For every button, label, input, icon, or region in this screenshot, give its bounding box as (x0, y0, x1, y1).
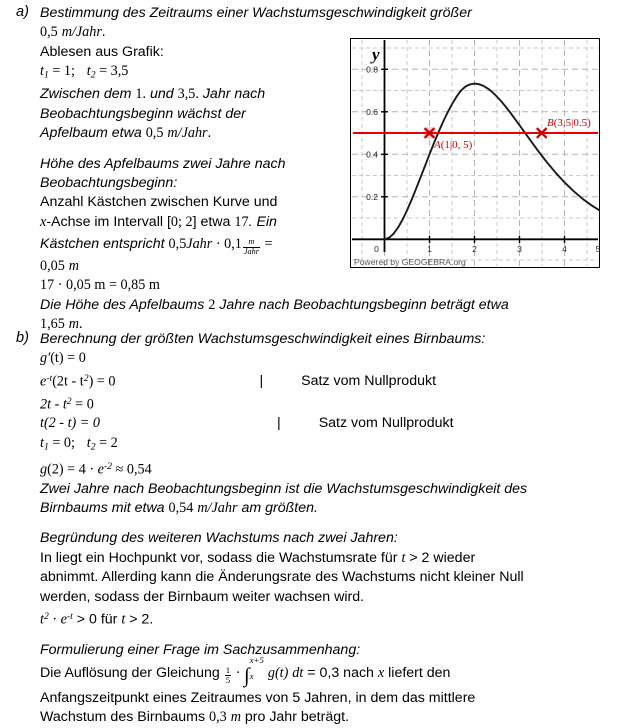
section-a (8, 4, 618, 334)
point-b-label: B(3,5|0.5) (547, 117, 591, 129)
unit-jahr: Jahr (186, 236, 213, 253)
line-a6: Beobachtungsbeginn wächst der (40, 105, 246, 122)
line-b5 (40, 549, 618, 568)
period-2: . (207, 125, 212, 142)
frag-a5a: Zwischen dem (40, 86, 136, 103)
spacer-a1 (40, 144, 618, 155)
frag-eq2-tail: ) = 0 (88, 373, 116, 390)
frag-a5c: Jahr nach (198, 86, 266, 103)
differential-dt: dt (292, 665, 304, 682)
integral-arg: (t) (274, 665, 289, 682)
frag-b12b: pro Jahr beträgt. (240, 709, 349, 726)
unit-m2: m (68, 315, 80, 332)
line-a9: Beobachtungsbeginn: (40, 174, 178, 191)
line-b2: Zwei Jahre nach Beobachtungsbeginn ist die Wachstumsgeschwindigkeit des (40, 480, 528, 497)
sep-bar-1: | (259, 373, 264, 390)
line-a1: Bestimmung des Zeitraums einer Wachstumsgeschwindigkeit größer (40, 5, 472, 21)
unit-m3: m (230, 709, 241, 726)
fn-g-int: g (267, 665, 275, 682)
equals-sign: = (260, 236, 273, 253)
fn-g-prime: g (40, 350, 48, 367)
svg-text:0.6: 0.6 (366, 107, 378, 117)
euler-e: e (40, 373, 47, 390)
frag-a15b: Jahre nach Beobachtungsbeginn beträgt etwa (215, 296, 509, 313)
line-a14: 17 · 0,05 m = 0,85 m (40, 277, 160, 294)
frag-a11c: . Ein (248, 213, 277, 230)
line-b3 (40, 499, 618, 518)
annotation-1: Satz vom Nullprodukt (301, 373, 437, 390)
line-b9: Formulierung einer Frage im Sachzusammenhang: (40, 641, 361, 658)
frag-eq2: (2t - t (52, 373, 84, 390)
line-a3: Ablesen aus Grafik: (40, 43, 164, 60)
num-05: 0,5 (145, 125, 164, 142)
frag-b5a: In liegt ein Hochpunkt vor, sodass die Wachstumsrate für (40, 549, 402, 566)
svg-text:3: 3 (517, 244, 522, 254)
line-b-eq1 (40, 349, 618, 368)
integral-sign: ∫ (244, 664, 250, 687)
frac-one-fifth (225, 666, 231, 685)
section-a-body (40, 4, 618, 334)
integral-lower-limit: x (249, 670, 254, 681)
frag-eq4: t(2 - t) = 0 (40, 415, 101, 432)
frag-eq5-end: = 2 (95, 434, 118, 451)
line-b1: Berechnung der größten Wachstumsgeschwindigkeit eines Birnbaums: (40, 331, 486, 347)
point-a-label: A(1|0, 5) (434, 139, 473, 151)
var-t-b5: t (401, 549, 406, 566)
frag-eq6c: ≈ 0,54 (112, 461, 152, 478)
frac-m-jahr (243, 238, 260, 256)
svg-text:1: 1 (427, 244, 432, 254)
frag-eq3-tail: = 0 (71, 395, 94, 412)
num-35: 3,5. (177, 86, 199, 103)
num-05b: 0,5 (168, 236, 187, 253)
line-a10: Anzahl Kästchen zwischen Kurve und (40, 194, 278, 211)
y-axis-label: y (372, 45, 380, 64)
line-b-eq4 (40, 414, 618, 433)
frag-eq6b: (2) = 4 · (47, 461, 98, 478)
t1-var-b: t (40, 434, 44, 451)
svg-text:0.4: 0.4 (366, 149, 378, 160)
frag-b3a: Birnbaums mit etwa (40, 499, 169, 516)
t1-var: t (40, 63, 44, 80)
t2-var-b: t (86, 434, 91, 451)
num-2b: 2 (208, 296, 216, 313)
frag-eq5-mid: = 0; (48, 434, 75, 451)
frag-b8-tail: > 2. (125, 611, 154, 628)
frag-eq03: = 0,3 nach (303, 665, 378, 682)
t1-sub: 1 (43, 69, 49, 81)
line-b-eq3 (40, 392, 618, 415)
line-a4 (40, 62, 618, 85)
spacer-b1 (40, 518, 618, 529)
line-a12 (40, 232, 618, 257)
euler-e3: e (60, 611, 67, 628)
unit-m-jahr-2: m/Jahr (167, 125, 208, 142)
line-a7 (40, 124, 618, 143)
line-b6: abnimmt. Allerding kann die Änderungsrate des Wachstums nicht kleiner Null (40, 569, 524, 586)
period: . (101, 24, 106, 41)
geogebra-watermark: Powered by GEOGEBRA.org (354, 257, 466, 267)
line-b8 (40, 607, 618, 630)
frag-b10b: liefert den (384, 665, 451, 682)
t2-eq: = 3,5 (95, 63, 129, 80)
mult-dot-b10: · (232, 665, 244, 682)
line-a2 (40, 23, 618, 42)
var-t-b8b: t (121, 611, 126, 628)
t1-eq: = 1; (48, 63, 75, 80)
svg-text:5: 5 (595, 244, 600, 254)
prime-mark: ′ (47, 350, 51, 367)
svg-text:0.8: 0.8 (366, 64, 378, 75)
mult-dot-b8: · (48, 611, 61, 628)
line-a13 (40, 257, 618, 276)
line-b-eq6 (40, 457, 618, 480)
line-b12 (40, 708, 618, 727)
svg-text:4: 4 (562, 244, 567, 254)
line-b-eq5 (40, 434, 618, 457)
frag-a7a: Apfelbaum etwa (40, 125, 146, 142)
section-b-body (40, 330, 618, 728)
num-03: 0,3 (209, 709, 227, 726)
frag-a5b: und (146, 86, 178, 103)
frag-a11b: ] etwa (192, 213, 235, 230)
frag-b5b: > 2 wieder (405, 549, 476, 566)
line-b4: Begründung des weiteren Wachstums nach zwei Jahren: (40, 530, 398, 547)
semicolon: ; (177, 213, 186, 230)
val-05: 0,5 (40, 24, 58, 41)
line-b-eq2 (40, 369, 618, 392)
mult-dot: · (212, 236, 225, 253)
line-b10 (40, 654, 618, 689)
unit-m-jahr: m/Jahr (61, 24, 102, 41)
line-a11 (40, 213, 618, 232)
num-0: 0 (170, 213, 178, 230)
unit-m-jahr-3: m/Jahr (197, 499, 238, 516)
var-x: x (40, 213, 47, 230)
exp-neg-t2: -t (66, 611, 73, 623)
num-165: 1,65 (40, 315, 65, 332)
t1-sub-b: 1 (43, 441, 49, 453)
frag-b3b: am größten. (237, 499, 318, 516)
section-a-marker: a) (16, 4, 29, 20)
line-a8: Höhe des Apfelbaums zwei Jahre nach (40, 155, 286, 172)
fn-g: g (40, 461, 48, 478)
unit-m: m (68, 257, 80, 274)
t2-var: t (86, 63, 91, 80)
line-b7: werden, sodass der Birnbaum weiter wachsen wird. (40, 588, 365, 605)
num-2: 2 (185, 213, 193, 230)
frag-a11a: -Achse im Intervall [ (46, 213, 171, 230)
svg-text:0: 0 (374, 244, 379, 254)
frag-eq1: (t) = 0 (50, 350, 86, 367)
num-01: 0,1 (224, 236, 242, 253)
exp-neg-t: -t (46, 372, 53, 384)
integral-upper-limit: x+5 (249, 654, 264, 665)
frac-denominator-jahr: Jahr (243, 247, 259, 257)
integral-limits (249, 654, 264, 681)
spacer-b2 (40, 630, 618, 641)
period-3: . (79, 315, 83, 332)
sep-bar-2: | (277, 415, 281, 432)
frag-eq3: 2t - t (40, 395, 67, 412)
line-b11: Anfangszeitpunkt eines Zeitraumes von 5 Jahren, in dem das mittlere (40, 689, 476, 706)
num-1: 1. (135, 86, 147, 103)
frag-b8-gt: > 0 für (72, 611, 122, 628)
num-17: 17 (234, 213, 249, 230)
frac-den-5: 5 (225, 674, 231, 685)
var-t-b8: t (40, 611, 44, 628)
frag-b12a: Wachstum des Birnbaums (40, 709, 209, 726)
svg-text:2: 2 (472, 244, 477, 254)
num-005: 0,05 (40, 257, 65, 274)
var-x-b10: x (377, 665, 385, 682)
annotation-2: Satz vom Nullprodukt (318, 415, 454, 432)
frac-num-1: 1 (225, 664, 231, 675)
frag-a15a: Die Höhe des Apfelbaums (40, 296, 209, 313)
num-054: 0,54 (168, 499, 194, 516)
svg-text:0.2: 0.2 (366, 192, 378, 202)
line-a15 (40, 296, 618, 315)
frag-a12a: Kästchen entspricht (40, 236, 169, 253)
exp-2c: 2 (43, 611, 49, 623)
exp-2b: 2 (66, 395, 72, 407)
exp-neg-2: -2 (103, 460, 112, 472)
euler-e2: e (97, 461, 104, 478)
frac-numerator-m: m (243, 238, 260, 248)
section-b (8, 330, 618, 728)
exp-2: 2 (83, 372, 89, 384)
t2-sub-b: 2 (90, 441, 96, 453)
t2-sub: 2 (90, 69, 96, 81)
section-b-marker: b) (16, 330, 29, 346)
line-a5 (40, 85, 618, 104)
frag-b10a: Die Auflösung der Gleichung (40, 665, 224, 682)
